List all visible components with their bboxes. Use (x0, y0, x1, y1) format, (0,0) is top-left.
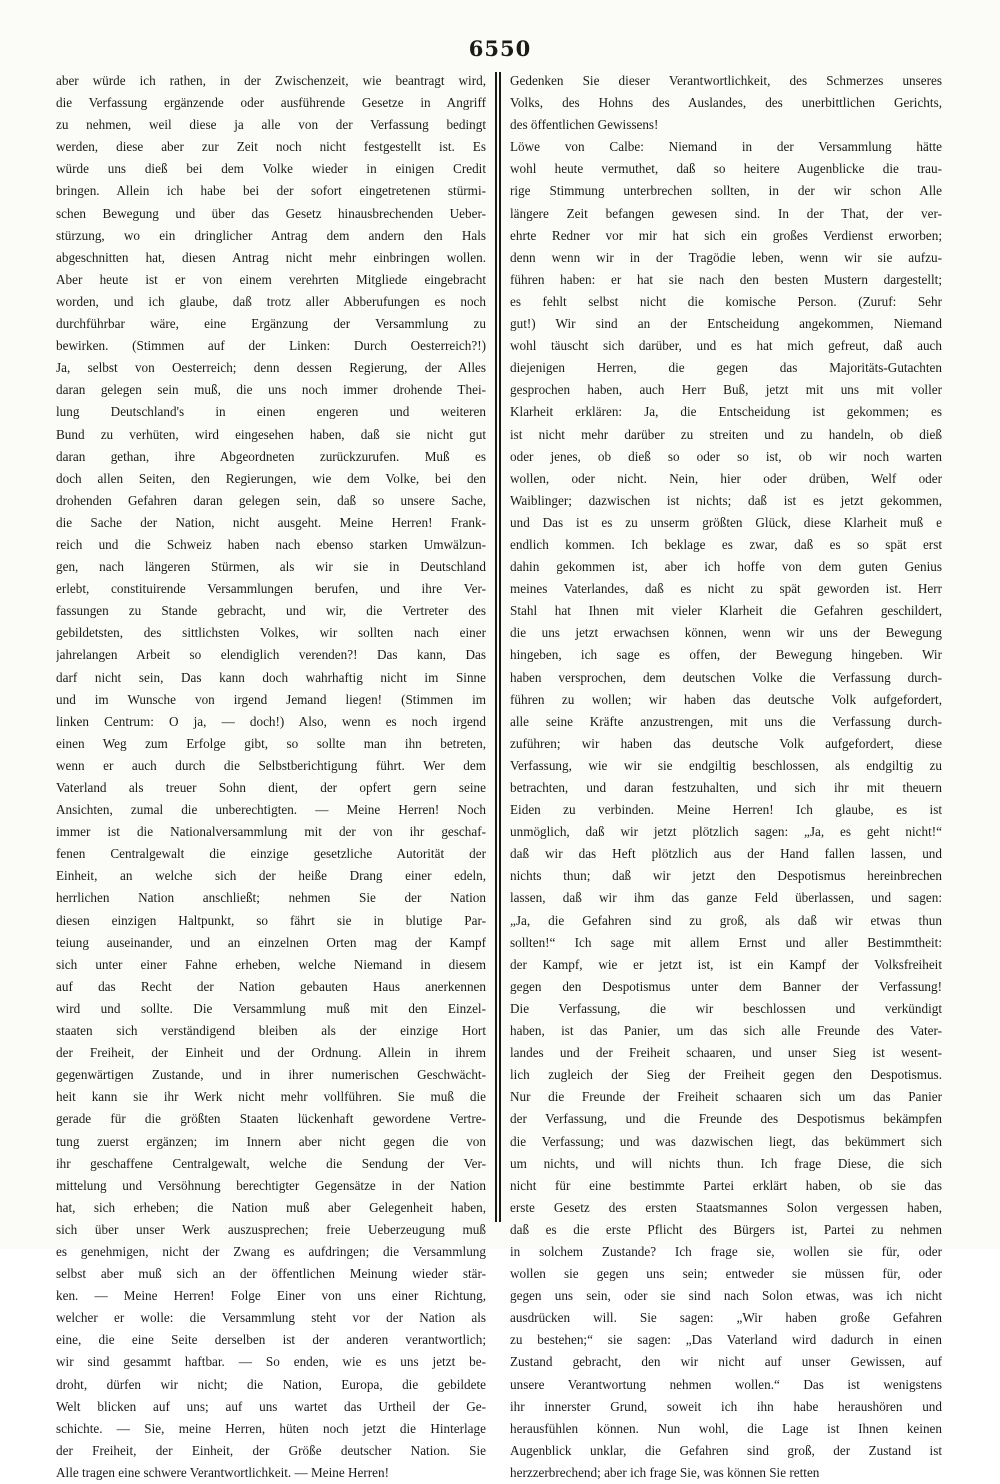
text-line: erste Gesetz des ersten Staatsmannes Solon vergessen haben, (510, 1199, 942, 1215)
text-line: sich über unser Werk auszusprechen; freie Ueberzeugung muß (56, 1221, 486, 1237)
text-line: der Kampf, wie er jetzt ist, ist ein Kampf der Volksfreiheit (510, 956, 942, 972)
text-line: oder jenes, ob dieß so oder so ist, ob wir noch warten (510, 448, 942, 464)
text-line: längere Zeit befangen gewesen sind. In der That, der ver- (510, 205, 942, 221)
text-line: es genehmigen, nicht der Zwang es aufdringen; die Versammlung (56, 1243, 486, 1259)
text-line: einen Weg zum Erfolge gibt, so sollte man ihn betreten, (56, 735, 486, 751)
text-line: unmöglich, daß wir jetzt plötzlich sagen: „Ja, es geht nicht!“ (510, 824, 942, 840)
text-line: die Verfassung ergänzende oder ausführende Gesetze in Angriff (56, 95, 486, 111)
text-line: diesen einzigen Haltpunkt, so fährt sie in blutige Par- (56, 912, 486, 928)
text-line: linken Centrum: O ja, — doch!) Also, wenn es noch irgend (56, 713, 486, 729)
text-line: Klarheit erklären: Ja, die Entscheidung ist gekommen; es (510, 404, 942, 420)
text-line: haben versprochen, dem deutschen Volke die Verfassung durch- (510, 669, 942, 685)
text-line: wohl täuscht sich darüber, und es hat mich gefreut, daß auch (510, 338, 942, 354)
text-line: Aber heute ist er von einem verehrten Mitgliede eingebracht (56, 271, 486, 287)
text-line: drohenden Gefahren daran gelegen sein, daß so unsere Sache, (56, 492, 486, 508)
text-line: Augenblick unklar, die Gefahren sind groß, der Zustand ist (510, 1442, 942, 1458)
text-line: endlich kommen. Ich beklage es zwar, daß es so spät erst (510, 536, 942, 552)
text-line: ehrte Redner vor mir hat sich ein großes Verdienst erworben; (510, 227, 942, 243)
text-line: es fehlt selbst nicht die komische Person. (Zuruf: Sehr (510, 293, 942, 309)
text-line: heit kann sie ihr Werk nicht mehr vollführen. Sie muß die (56, 1089, 486, 1105)
text-line: „Ja, die Gefahren sind zu groß, als daß wir etwas thun (510, 912, 942, 928)
text-line: nicht für eine bestimmte Partei erklärt haben, ob sie das (510, 1177, 942, 1193)
text-line: gegen den Despotismus unter dem Banner der Verfassung! (510, 978, 942, 994)
text-line: um nichts, und will nichts thun. Ich frage Diese, die sich (510, 1155, 942, 1171)
text-line: erlebt, constituirende Versammlungen berufen, und ihre Ver- (56, 581, 486, 597)
text-line: denn wenn wir in der Tragödie leben, wenn wir sie aufzu- (510, 249, 942, 265)
text-line: diejenigen Herren, die gegen das Majoritäts-Gutachten (510, 360, 942, 376)
text-line: herrlichen Nation anschließt; nehmen Sie der Nation (56, 890, 486, 906)
text-line: fenen Centralgewalt die einzige gesetzliche Autorität der (56, 846, 486, 862)
text-line: gut!) Wir sind an der Entscheidung angekommen, Niemand (510, 316, 942, 332)
column-divider (499, 72, 501, 1222)
text-line: mittelung und Versöhnung berechtigter Gegensätze in der Nation (56, 1177, 486, 1193)
text-line: die Verfassung; und was dazwischen liegt, das bekümmert sich (510, 1133, 942, 1149)
text-line: bewirken. (Stimmen auf der Linken: Durch Oesterreich?!) (56, 338, 486, 354)
column-divider (495, 72, 497, 1222)
text-line: aber würde ich rathen, in der Zwischenzeit, wie beantragt wird, (56, 73, 486, 88)
text-line: daran gethan, ihre Abgeordneten zurückzurufen. Muß es (56, 448, 486, 464)
text-line: werden, diese aber zur Zeit noch nicht festgestellt ist. Es (56, 139, 486, 155)
text-line: gebildetsten, des sittlichsten Volkes, wir sollten nach einer (56, 625, 486, 641)
text-line: wollen, oder nicht. Nein, hier oder drüben, Welf oder (510, 470, 942, 486)
text-line: zu nehmen, weil diese ja alle von der Verfassung bedingt (56, 117, 486, 133)
text-line: Welt blicken auf uns; auf uns wartet das Urtheil der Ge- (56, 1398, 486, 1414)
text-line: bringen. Allein ich habe bei der sofort eingetretenen stürmi- (56, 183, 486, 199)
text-line: immer ist die Nationalversammlung mit der von ihr geschaf- (56, 824, 486, 840)
text-line: wenn er auch durch die Selbstberichtigung führt. Wer dem (56, 757, 486, 773)
left-text-column (56, 70, 486, 1484)
text-line: teiung auseinander, und an einzelnen Orten mag der Kampf (56, 934, 486, 950)
text-line: daß wir das Heft plötzlich aus der Hand fallen lassen, und (510, 846, 942, 862)
text-line: Löwe von Calbe: Niemand in der Versammlung hätte (510, 139, 942, 155)
text-line: führen zu wollen; wir haben das deutsche Volk aufgefordert, (510, 691, 942, 707)
text-line: sich unter einer Fahne erheben, welche Niemand in diesem (56, 956, 486, 972)
text-line: Alle tragen eine schwere Verantwortlichkeit. — Meine Herren! (56, 1464, 389, 1480)
text-line: lassen, daß wir ihm das ganze Feld überlassen, und sagen: (510, 890, 942, 906)
text-line: schichte. — Sie, meine Herren, hüten noch jetzt die Hinterlage (56, 1420, 486, 1436)
text-line: Ja, selbst von Oesterreich; denn dessen Regierung, der Alles (56, 360, 486, 376)
text-line: zu bestehen;“ sie sagen: „Das Vaterland wird dadurch in einen (510, 1332, 942, 1348)
text-line: landes und der Freiheit schaaren, und unser Sieg ist wesent- (510, 1045, 942, 1061)
text-line: lich zugleich der Sieg der Freiheit gegen den Despotismus. (510, 1067, 942, 1083)
text-line: ausdrücken will. Sie sagen: „Wir haben große Gefahren (510, 1310, 942, 1326)
text-line: wir sind gesammt haftbar. — So enden, wie es uns jetzt be- (56, 1354, 486, 1370)
text-line: Waiblinger; dazwischen ist nichts; daß ist es jetzt gekommen, (510, 492, 942, 508)
text-line: Vaterland als treuer Sohn dient, der opfert gern seine (56, 780, 486, 795)
text-line: abgeschnitten hat, diesen Antrag nicht mehr einbringen wollen. (56, 249, 486, 265)
text-line: führen haben: er hat sie nach den besten Mustern dargestellt; (510, 271, 942, 287)
text-line: wollen sie gegen uns sein; entweder sie müssen für, oder (510, 1266, 942, 1282)
text-line: Verfassung, wie wir sie endgiltig beschlossen, als endgiltig zu (510, 757, 942, 773)
right-text-column (510, 70, 942, 1484)
text-line: selbst aber muß sich an der öffentlichen Meinung wieder stär- (56, 1266, 486, 1282)
text-line: auf das Recht der Nation gebauten Haus anerkennen (56, 978, 486, 994)
text-line: daß es die erste Pflicht des Bürgers ist, Partei zu nehmen (510, 1221, 942, 1237)
text-line: gerade für die größten Staaten lückenhaft gewordene Vertre- (56, 1111, 486, 1127)
text-line: stürzung, wo ein dringlicher Antrag dem andern den Hals (56, 227, 486, 243)
text-line: meines Vaterlandes, daß es nicht zu spät geworden ist. Herr (510, 581, 942, 597)
text-line: worden, und ich glaube, daß trotz aller Abberufungen es noch (56, 293, 486, 309)
text-line: Einheit, an welche sich der heiße Drang einer edeln, (56, 868, 486, 884)
text-line: gen, nach längeren Stürmen, als wir sie in Deutschland (56, 559, 486, 575)
text-line: würde uns dieß bei dem Volke wieder in einigen Credit (56, 161, 486, 177)
text-line: Bund zu verhüten, wird eingesehen haben, daß sie nicht gut (56, 426, 486, 442)
text-line: Gedenken Sie dieser Verantwortlichkeit, des Schmerzes unseres (510, 73, 942, 88)
text-line: gesprochen haben, auch Herr Buß, jetzt mit uns mit voller (510, 382, 942, 398)
text-line: haben, ist das Panier, um das sich alle Freunde des Vater- (510, 1023, 942, 1039)
text-line: eine, die eine Seite derselben ist der anderen verantwortlich; (56, 1332, 486, 1348)
text-line: darf nicht sein, Das kann doch wahrhaftig nicht im Sinne (56, 669, 486, 685)
text-line: lung Deutschland's in einen engeren und weiteren (56, 404, 486, 420)
text-line: die uns jetzt erwachsen können, wenn wir uns der Bewegung (510, 625, 942, 641)
text-line: unsere Verantwortung nehmen wollen.“ Das ist wenigstens (510, 1376, 942, 1392)
text-line: Nur die Freunde der Freiheit schaaren sich um das Panier (510, 1089, 942, 1105)
text-line: hat, sich erheben; die Nation muß aber Gelegenheit haben, (56, 1199, 486, 1215)
text-line: daran gelegen sein muß, die uns noch immer drohende Thei- (56, 382, 486, 398)
text-line: der Freiheit, der Einheit, der Größe deutscher Nation. Sie (56, 1442, 486, 1458)
text-line: sollten!“ Ich sage mit allem Ernst und aller Bestimmtheit: (510, 934, 942, 950)
text-line: ken. — Meine Herren! Folge Einer von uns einer Richtung, (56, 1288, 486, 1304)
text-line: ihr innerster Grund, soweit ich ihn habe heraushören und (510, 1398, 942, 1414)
text-line: der Verfassung, und die Freunde des Despotismus bekämpfen (510, 1111, 942, 1127)
text-line: Die Verfassung, die wir beschlossen und verkündigt (510, 1000, 942, 1016)
text-line: doch allen Seiten, den Regierungen, wie dem Volke, bei den (56, 470, 486, 486)
text-line: wird und sollte. Die Versammlung muß mit den Einzel- (56, 1000, 486, 1016)
text-line: Stahl hat Ihnen mit vieler Klarheit die Gefahren geschildert, (510, 603, 942, 619)
text-line: alle seine Kräfte anzustrengen, mit uns die Verfassung durch- (510, 713, 942, 729)
text-line: betrachten, und daran festzuhalten, und sich ihr mit theuern (510, 780, 942, 795)
text-line: herausfühlen können. Nun wohl, die Lage ist Ihnen keinen (510, 1420, 942, 1436)
text-line: fassungen zu Stande gebracht, und wir, die Vertreter des (56, 603, 486, 619)
text-line: die Sache der Nation, nicht ausgeht. Meine Herren! Frank- (56, 514, 486, 530)
text-line: gegenwärtigen Zustande, und in ihrer numerischen Geschwächt- (56, 1067, 486, 1083)
text-line: hingeben, ich sage es offen, der Bewegung hingeben. Wir (510, 647, 942, 663)
text-line: des öffentlichen Gewissens! (510, 117, 659, 133)
text-line: Volks, des Hohns des Auslandes, des unerbittlichen Gerichts, (510, 95, 942, 111)
text-line: reich und die Schweiz haben nach ebenso starken Umwälzun- (56, 536, 486, 552)
text-line: wohl heute vermuthet, daß so heitere Augenblicke die trau- (510, 161, 942, 177)
text-line: schen Bewegung und über das Gesetz hinausbrechenden Ueber- (56, 205, 486, 221)
text-line: droht, dürfen wir nicht; die Nation, Europa, die gebildete (56, 1376, 486, 1392)
text-line: dahin gekommen ist, aber ich hoffe von dem guten Genius (510, 559, 942, 575)
text-line: und Das ist es zu unserm größten Glück, diese Klarheit muß e (510, 514, 942, 530)
text-line: jahrelangen Arbeit so elendiglich verenden?! Das kann, Das (56, 647, 486, 663)
text-line: und im Wunsche von irgend Jemand liegen! (Stimmen im (56, 691, 486, 707)
text-line: durchführbar wäre, eine Ergänzung der Versammlung zu (56, 316, 486, 332)
text-line: zuführen; wir haben das deutsche Volk aufgefordert, diese (510, 735, 942, 751)
text-line: der Freiheit, der Einheit und der Ordnung. Allein in ihrem (56, 1045, 486, 1061)
text-line: gegen uns sein, oder sie sind nach Solon etwas, was ich nicht (510, 1288, 942, 1304)
text-line: Ansichten, zumal die unberechtigten. — Meine Herren! Noch (56, 802, 486, 818)
text-line: Eiden zu verbinden. Meine Herren! Ich glaube, es ist (510, 802, 942, 818)
text-line: tung zuerst ergänzen; im Innern aber nicht gegen die von (56, 1133, 486, 1149)
text-line: herzzerbrechend; aber ich frage Sie, was können Sie retten (510, 1464, 820, 1480)
text-line: welcher er wolle: die Versammlung steht vor der Nation als (56, 1310, 486, 1326)
text-line: in solchem Zustande? Ich frage sie, wollen sie für, oder (510, 1243, 942, 1259)
text-line: ist nicht mehr darüber zu streiten und zu handeln, ob dieß (510, 426, 942, 442)
text-line: Zustand gebracht, den wir nicht auf unser Gewissen, auf (510, 1354, 942, 1370)
text-line: rige Stimmung unterbrechen sollten, in der wir schon Alle (510, 183, 942, 199)
text-line: nichts thun; daß wir jetzt den Despotismus hereinbrechen (510, 868, 942, 884)
page-number: 6550 (468, 36, 532, 61)
text-line: staaten sich verständigend bleiben als der einzige Hort (56, 1023, 486, 1039)
text-line: ihr geschaffene Centralgewalt, welche die Sendung der Ver- (56, 1155, 486, 1171)
